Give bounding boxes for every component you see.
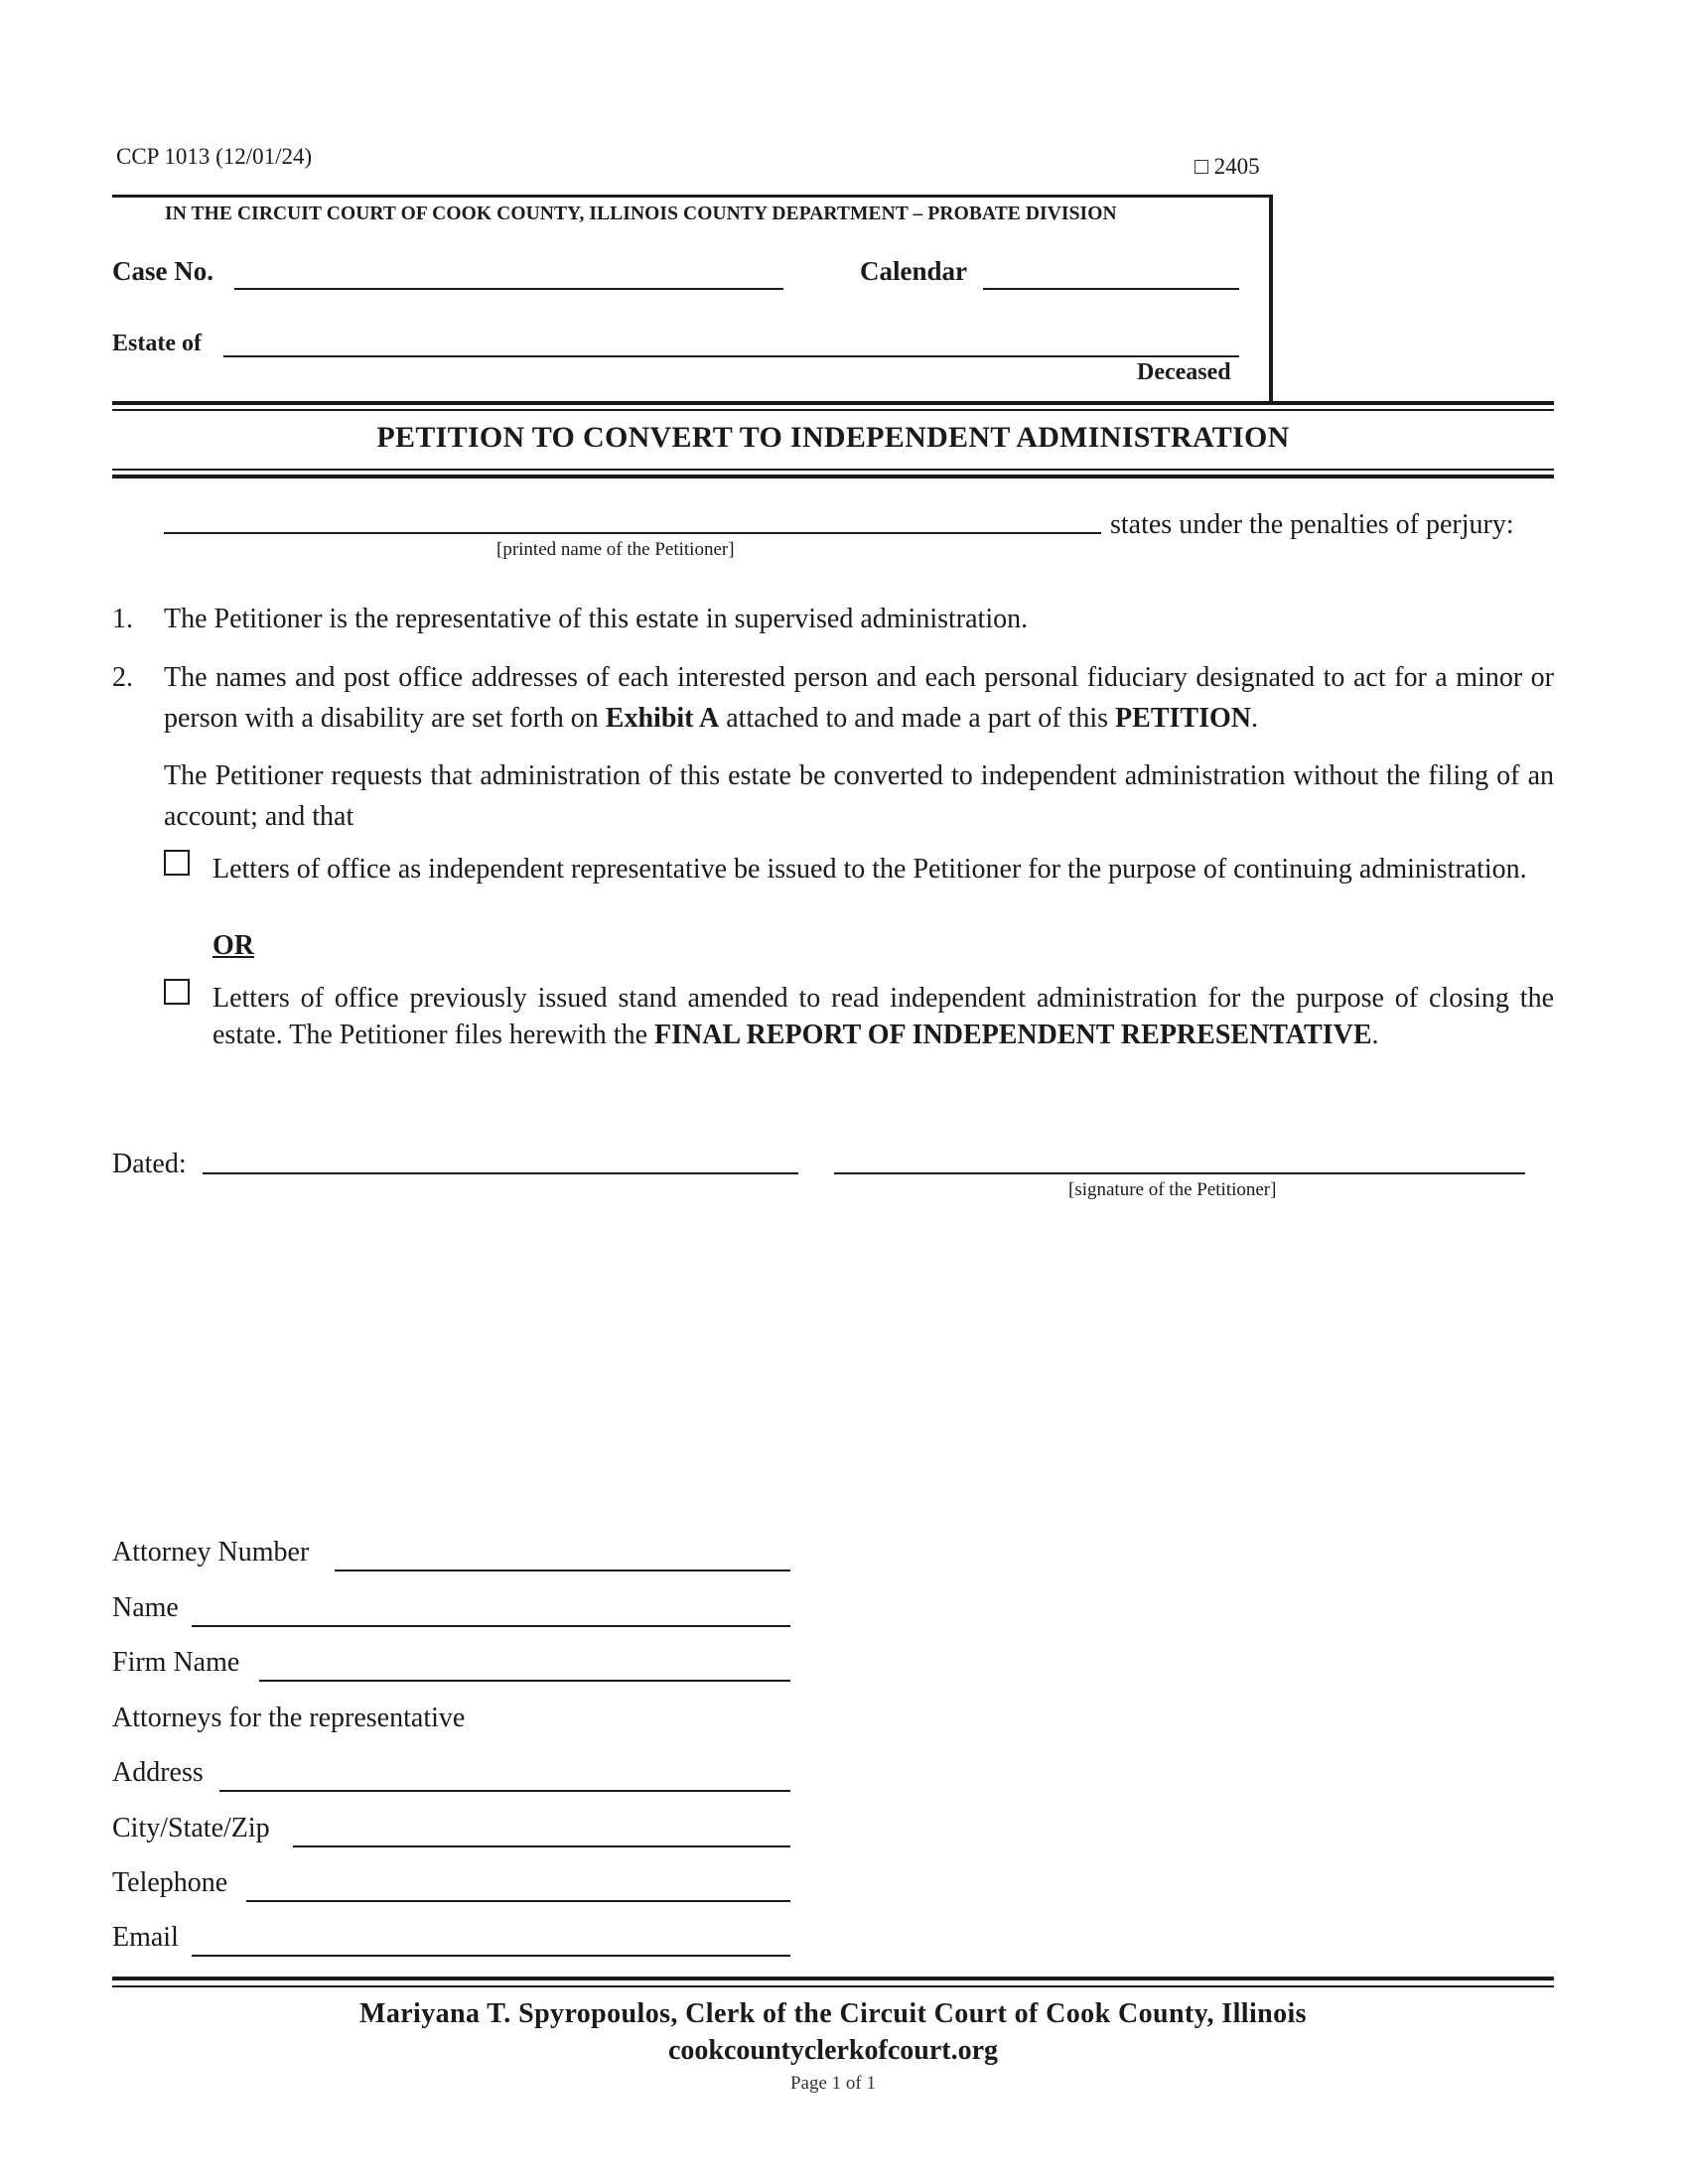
- estate-of-label: Estate of: [112, 331, 202, 356]
- option-1-text: Letters of office as independent representative be issued to the Petitioner for the purpose of continuing administration.: [212, 854, 1527, 885]
- title-rule-top-thin: [112, 409, 1554, 411]
- case-no-field[interactable]: [234, 288, 783, 290]
- item-1-number: 1.: [112, 604, 133, 634]
- calendar-field[interactable]: [983, 288, 1239, 290]
- item-2-number: 2.: [112, 662, 133, 693]
- name-field[interactable]: [192, 1625, 790, 1627]
- footer-rule: [112, 1977, 1554, 1980]
- case-no-label: Case No.: [112, 256, 213, 286]
- exhibit-a-ref: Exhibit A: [605, 703, 720, 734]
- clerk-website: cookcountyclerkofcourt.org: [667, 2035, 999, 2066]
- attorneys-for-rep: Attorneys for the representative: [112, 1703, 466, 1733]
- email-field[interactable]: [192, 1955, 790, 1957]
- footer-rule-thin: [112, 1985, 1554, 1987]
- deceased-label: Deceased: [1137, 359, 1231, 385]
- telephone-label: Telephone: [112, 1867, 228, 1898]
- item-1-text: The Petitioner is the representative of this estate in supervised administration.: [164, 604, 1029, 634]
- form-title: PETITION TO CONVERT TO INDEPENDENT ADMINISTRATION: [376, 421, 1290, 454]
- item-2-text-c: .: [1250, 703, 1258, 734]
- address-field[interactable]: [219, 1790, 790, 1792]
- title-rule-bottom: [112, 475, 1554, 478]
- option-2-checkbox[interactable]: [164, 979, 190, 1005]
- final-report-ref: FINAL REPORT OF INDEPENDENT REPRESENTATIVE: [654, 1020, 1372, 1050]
- name-label: Name: [112, 1592, 179, 1623]
- petitioner-name-caption: [printed name of the Petitioner]: [496, 539, 735, 560]
- clerk-name: Mariyana T. Spyropoulos, Clerk of the Circuit Court of Cook County, Illinois: [359, 1998, 1307, 2029]
- option-2-text-b: .: [1371, 1020, 1379, 1050]
- signature-caption: [signature of the Petitioner]: [1068, 1179, 1277, 1200]
- item-2-text-b: attached to and made a part of this: [719, 703, 1116, 734]
- address-label: Address: [112, 1757, 204, 1788]
- firm-name-label: Firm Name: [112, 1647, 240, 1678]
- form-code: CCP 1013 (12/01/24): [116, 144, 313, 169]
- title-rule-top: [112, 401, 1554, 405]
- email-label: Email: [112, 1922, 179, 1953]
- telephone-field[interactable]: [246, 1900, 790, 1902]
- city-state-zip-label: City/State/Zip: [112, 1813, 270, 1843]
- petitioner-name-field[interactable]: [164, 532, 1101, 534]
- signature-field[interactable]: [834, 1172, 1525, 1174]
- attorney-number-field[interactable]: [335, 1570, 790, 1571]
- item-2-text: [164, 657, 1554, 739]
- dated-field[interactable]: [203, 1172, 798, 1174]
- petition-ref: PETITION: [1115, 703, 1251, 734]
- attorney-number-label: Attorney Number: [112, 1537, 310, 1568]
- item-2-text-a: The names and post office addresses of each interested person and each personal fiduciary designated to act for a minor or person with a disability are set forth on: [164, 662, 1554, 734]
- perjury-statement: states under the penalties of perjury:: [1110, 509, 1514, 540]
- estate-of-field[interactable]: [223, 355, 1239, 357]
- court-heading: IN THE CIRCUIT COURT OF COOK COUNTY, ILLINOIS COUNTY DEPARTMENT – PROBATE DIVISION: [165, 204, 1117, 224]
- title-rule-bottom-thin: [112, 469, 1554, 471]
- page-number: Page 1 of 1: [789, 2073, 876, 2094]
- form-number: □ 2405: [1195, 154, 1260, 179]
- request-text: The Petitioner requests that administration of this estate be converted to independent administration without the filing of an account; and that: [164, 760, 1554, 832]
- dated-label: Dated:: [112, 1149, 187, 1179]
- or-label: OR: [212, 930, 254, 961]
- option-1-checkbox[interactable]: [164, 850, 190, 876]
- city-state-zip-field[interactable]: [293, 1845, 790, 1847]
- case-caption-box: [112, 195, 1273, 402]
- firm-name-field[interactable]: [259, 1680, 790, 1682]
- calendar-label: Calendar: [860, 256, 967, 286]
- option-2-text: [212, 980, 1554, 1053]
- option-2-text-a: Letters of office previously issued stand amended to read independent administration for the purpose of closing the estate. The Petitioner files herewith the: [212, 983, 1554, 1050]
